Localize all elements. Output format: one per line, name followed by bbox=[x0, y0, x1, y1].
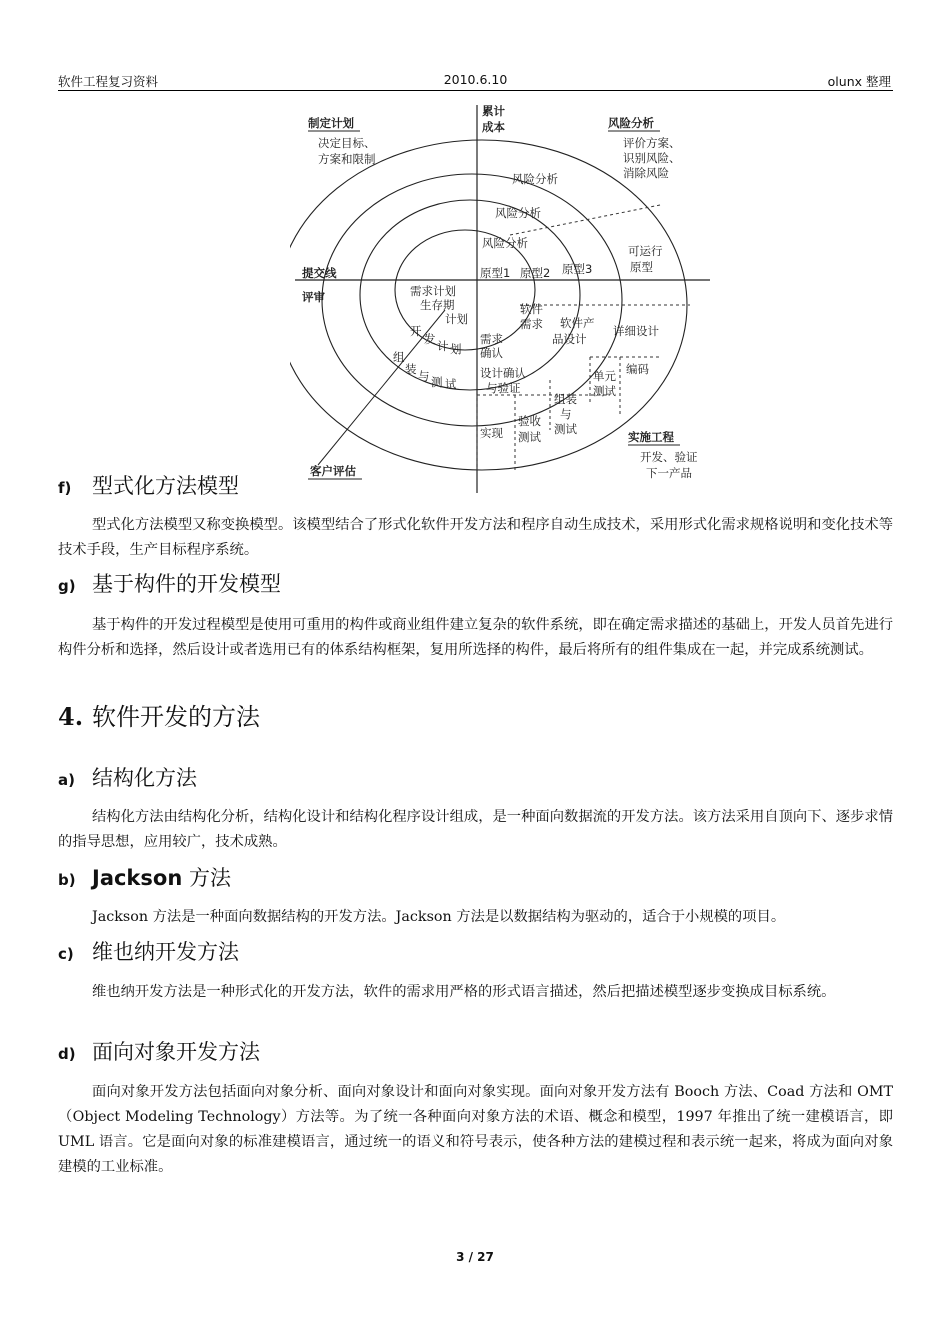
section-b-heading bbox=[58, 862, 231, 892]
unit-test-2: 测试 bbox=[593, 384, 616, 398]
risk-desc-2: 识别风险、 bbox=[623, 151, 681, 165]
dev-plan-3: 计 bbox=[437, 339, 449, 353]
integ-test-3: 与 bbox=[418, 369, 430, 383]
section-a-heading bbox=[58, 762, 197, 792]
section-b-paragraph: Jackson 方法是一种面向数据结构的开发方法。Jackson 方法是以数据结构为驱动的，适合于小规模的项目。 bbox=[92, 909, 786, 925]
section-c-heading bbox=[58, 936, 239, 966]
section-c-number: c) bbox=[58, 945, 74, 963]
cumulative-cost-1: 累计 bbox=[482, 104, 505, 118]
spiral-outer bbox=[290, 140, 687, 470]
section-g-number: g) bbox=[58, 577, 76, 595]
engineering-desc-2: 下一产品 bbox=[646, 466, 692, 480]
integ-test-4: 测 bbox=[431, 375, 443, 389]
dev-plan-1: 开 bbox=[410, 324, 422, 338]
customer-eval-label: 客户评估 bbox=[310, 464, 356, 478]
runnable-proto-2: 原型 bbox=[630, 260, 653, 274]
header-author: olunx 整理 bbox=[827, 74, 891, 89]
sw-req-2: 需求 bbox=[520, 317, 543, 331]
section-a-number: a) bbox=[58, 771, 75, 789]
req-plan-1: 需求计划 bbox=[410, 284, 456, 298]
section-g-heading bbox=[58, 568, 281, 598]
risk-label-inner: 风险分析 bbox=[482, 236, 528, 250]
section-f-title: 型式化方法模型 bbox=[92, 474, 239, 498]
spiral-model-diagram bbox=[290, 95, 720, 500]
section-g-title: 基于构件的开发模型 bbox=[92, 572, 281, 596]
prototype-1: 原型1 bbox=[480, 266, 511, 280]
section-g-paragraph: 基于构件的开发过程模型是使用可重用的构件或商业组件建立复杂的软件系统，即在确定需求描述的基础上，开发人员首先进行构件分析和选择，然后设计或者选用已有的体系结构框架，复用所选择的构件，最后将所有的组件集成在一起，并完成系统测试。 bbox=[58, 617, 893, 658]
page-header bbox=[58, 70, 893, 91]
assemble-test-2: 与 bbox=[560, 407, 572, 421]
req-confirm-1: 需求 bbox=[480, 332, 503, 346]
review-label: 评审 bbox=[302, 290, 325, 304]
section-f-paragraph: 型式化方法模型又称变换模型。该模型结合了形式化软件开发方法和程序自动生成技术，采用形式化需求规格说明和变化技术等技术手段，生产目标程序系统。 bbox=[58, 517, 893, 558]
req-plan-3: 计划 bbox=[445, 312, 468, 326]
accept-test-2: 测试 bbox=[518, 430, 541, 444]
header-doc-title: 软件工程复习资料 bbox=[58, 74, 159, 89]
req-plan-2: 生存期 bbox=[420, 298, 455, 312]
sw-req-1: 软件 bbox=[520, 302, 543, 316]
plan-desc-2: 方案和限制 bbox=[318, 152, 376, 166]
cumulative-cost-2: 成本 bbox=[482, 120, 505, 134]
dev-plan-4: 划 bbox=[450, 342, 462, 356]
detail-design: 详细设计 bbox=[613, 324, 659, 338]
section-4-heading bbox=[58, 697, 260, 732]
accept-test-1: 验收 bbox=[518, 414, 541, 428]
section-a-title: 结构化方法 bbox=[92, 766, 197, 790]
risk-label-middle: 风险分析 bbox=[495, 206, 541, 220]
section-c-paragraph: 维也纳开发方法是一种形式化的开发方法，软件的需求用严格的形式语言描述，然后把描述模型逐步变换成目标系统。 bbox=[92, 984, 836, 1000]
section-d-title: 面向对象开发方法 bbox=[92, 1040, 260, 1064]
integ-test-2: 装 bbox=[405, 362, 417, 376]
design-verify-2: 与验证 bbox=[486, 381, 521, 395]
section-a-paragraph: 结构化方法由结构化分析，结构化设计和结构化程序设计组成，是一种面向数据流的开发方法。该方法采用自顶向下、逐步求情的指导思想，应用较广，技术成熟。 bbox=[58, 809, 893, 850]
integ-test-5: 试 bbox=[445, 377, 457, 391]
section-b-title-en: Jackson bbox=[92, 866, 183, 890]
commit-line-label: 提交线 bbox=[302, 266, 337, 280]
risk-label-outer: 风险分析 bbox=[512, 172, 558, 186]
dev-plan-2: 发 bbox=[424, 332, 436, 346]
assemble-test-1: 组装 bbox=[554, 392, 577, 406]
header-date: 2010.6.10 bbox=[443, 72, 508, 87]
implement-label: 实现 bbox=[480, 426, 503, 440]
section-b-number: b) bbox=[58, 871, 76, 889]
section-d-paragraph: 面向对象开发方法包括面向对象分析、面向对象设计和面向对象实现。面向对象开发方法有 Booch 方法、Coad 方法和 OMT（Object Modeling Technology）方法等。为了统一各种面向对象方法的术语、概念和模型，1997 年推出了统一建模语言，即 UML 语言。它是面向对象的标准建模语言，通过统一的语义和符号表示，使各种方法的建模过程和表示统一起来，将成为面向对象建模的工业标准。 bbox=[58, 1084, 893, 1175]
req-confirm-2: 确认 bbox=[480, 346, 503, 360]
engineering-title: 实施工程 bbox=[628, 430, 674, 444]
prototype-2: 原型2 bbox=[520, 266, 551, 280]
section-c-title: 维也纳开发方法 bbox=[92, 940, 239, 964]
section-f-number: f) bbox=[58, 479, 72, 497]
unit-test-1: 单元 bbox=[593, 369, 616, 383]
product-design-2: 品设计 bbox=[552, 332, 587, 346]
engineering-desc-1: 开发、验证 bbox=[640, 450, 698, 464]
integ-test-1: 组 bbox=[393, 350, 405, 364]
plan-title: 制定计划 bbox=[308, 116, 354, 130]
runnable-proto-1: 可运行 bbox=[628, 244, 663, 258]
section-d-heading bbox=[58, 1036, 260, 1066]
section-b-title: 方法 bbox=[182, 866, 231, 890]
page-number: 3 / 27 bbox=[456, 1250, 494, 1264]
section-f-heading bbox=[58, 470, 239, 500]
spiral-third bbox=[322, 174, 622, 426]
design-verify-1: 设计确认 bbox=[480, 366, 526, 380]
risk-desc-1: 评价方案、 bbox=[623, 136, 681, 150]
coding-label: 编码 bbox=[626, 362, 649, 376]
section-d-number: d) bbox=[58, 1045, 76, 1063]
prototype-3: 原型3 bbox=[562, 262, 593, 276]
product-design-1: 软件产 bbox=[560, 316, 595, 330]
assemble-test-3: 测试 bbox=[554, 422, 577, 436]
risk-title: 风险分析 bbox=[608, 116, 654, 130]
section-4-number: 4. bbox=[58, 702, 84, 731]
plan-desc-1: 决定目标、 bbox=[318, 136, 376, 150]
section-4-title: 软件开发的方法 bbox=[92, 703, 260, 731]
risk-desc-3: 消除风险 bbox=[623, 166, 669, 180]
